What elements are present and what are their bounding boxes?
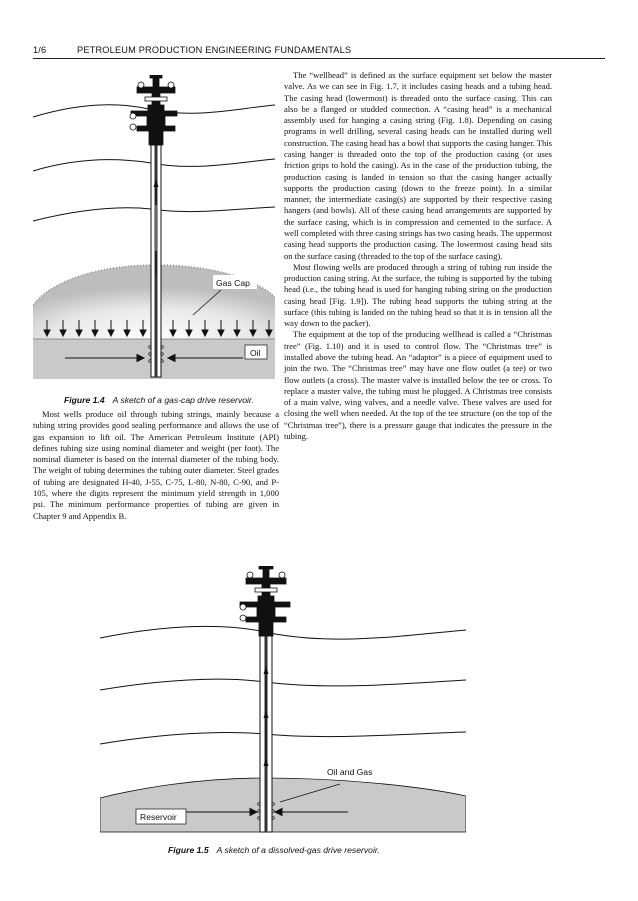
header-rule	[33, 58, 605, 59]
stratum-line	[100, 626, 466, 639]
right-column-text	[284, 70, 552, 442]
oil-and-gas-label: Oil and Gas	[327, 767, 373, 777]
christmas-tree-wellhead	[130, 75, 177, 145]
running-title: PETROLEUM PRODUCTION ENGINEERING FUNDAMENTALS	[77, 45, 352, 55]
figure-1-4-caption	[64, 395, 254, 405]
stratum-line	[100, 679, 466, 690]
figure-1-4-caption-text: A sketch of a gas-cap drive reservoir.	[112, 395, 254, 405]
wellbore	[149, 145, 164, 377]
wellhead-paragraph: The “wellhead” is defined as the surface equipment set below the master valve. As we can see in Fig. 1.7, it includes casing heads and a tubing head. The casing head (lowermost) is threaded onto the surface casing. This can also be a flanged or studded connection. A “casing head” is a mechanical assembly used for hanging a casing string (Fig. 1.8). Depending on casing programs in well drilling, several casing heads can be installed during well construction. The casing head has a bowl that supports the casing hanger. This casing hanger is threaded onto the top of the production casing (or uses friction grips to hold the casing). As in the case of the production tubing, the production casing is landed in tension so that the casing hanger actually supports the production casing (down to the freeze point). In a similar manner, the intermediate casing(s) are supported by their respective casing hangers (and bowls). All of these casing head arrangements are supported by the surface casing, which is in compression and cemented to the surface. A well completed with three casing strings has two casing heads. The uppermost casing head supports the production casing. The lowermost casing head sits on the surface casing (threaded to the top of the surface casing).	[284, 70, 552, 261]
left-column-text	[33, 409, 279, 522]
tubing-paragraph: Most wells produce oil through tubing strings, mainly because a tubing string provides good sealing performance and allows the use of gas expansion to lift oil. The American Petroleum Institute (API) defines tubing size using nominal diameter and weight (per foot). The nominal diameter is based on the internal diameter of the tubing body. The weight of tubing determines the tubing outer diameter. Steel grades of tubing are designated H-40, J-55, C-75, L-80, N-80, C-90, and P-105, where the digits represent the minimum yield strength in 1,000 psi. The minimum performance properties of tubing are given in Chapter 9 and Appendix B.	[33, 409, 279, 521]
figure-1-5-caption-text: A sketch of a dissolved-gas drive reservoir.	[216, 845, 380, 855]
figure-1-5-caption-label: Figure 1.5	[168, 845, 209, 855]
page-number: 1/6	[33, 45, 47, 55]
oil-label: Oil	[250, 348, 261, 358]
christmas-tree-paragraph: The equipment at the top of the producing wellhead is called a “Christmas tree” (Fig. 1.10) and it is used to control flow. The “Christmas tree” is installed above the tubing head. An “adaptor” is a piece of equipment used to join the two. The “Christmas tree” may have one flow outlet (a tee) or two flow outlets (a cross). The master valve is installed below the tee or cross. To replace a master valve, the tubing must be plugged. A Christmas tree consists of a main valve, wing valves, and a needle valve. These valves are used for closing the well when needed. At the top of the tee structure (on the top of the “Christmas tree”), there is a pressure gauge that indicates the pressure in the tubing.	[284, 329, 552, 441]
figure-1-5-dissolved-gas-drive	[100, 566, 466, 838]
stratum-line	[100, 732, 466, 744]
figure-1-4-gas-cap-drive	[33, 75, 275, 387]
reservoir-label: Reservoir	[140, 812, 177, 822]
flowing-wells-paragraph: Most flowing wells are produced through a string of tubing run inside the production casing string. At the surface, the tubing is supported by the tubing head (i.e., the tubing head is used for hanging tubing string on the production casing head [Fig. 1.9]). The tubing head supports the tubing string at the surface (this tubing is landed on the tubing head so that it is in tension all the way down to the packer).	[284, 261, 552, 329]
christmas-tree-wellhead	[240, 566, 290, 636]
figure-1-5-caption	[168, 845, 380, 855]
figure-1-4-caption-label: Figure 1.4	[64, 395, 105, 405]
wellbore	[258, 636, 275, 832]
gas-cap-label: Gas Cap	[216, 278, 250, 288]
